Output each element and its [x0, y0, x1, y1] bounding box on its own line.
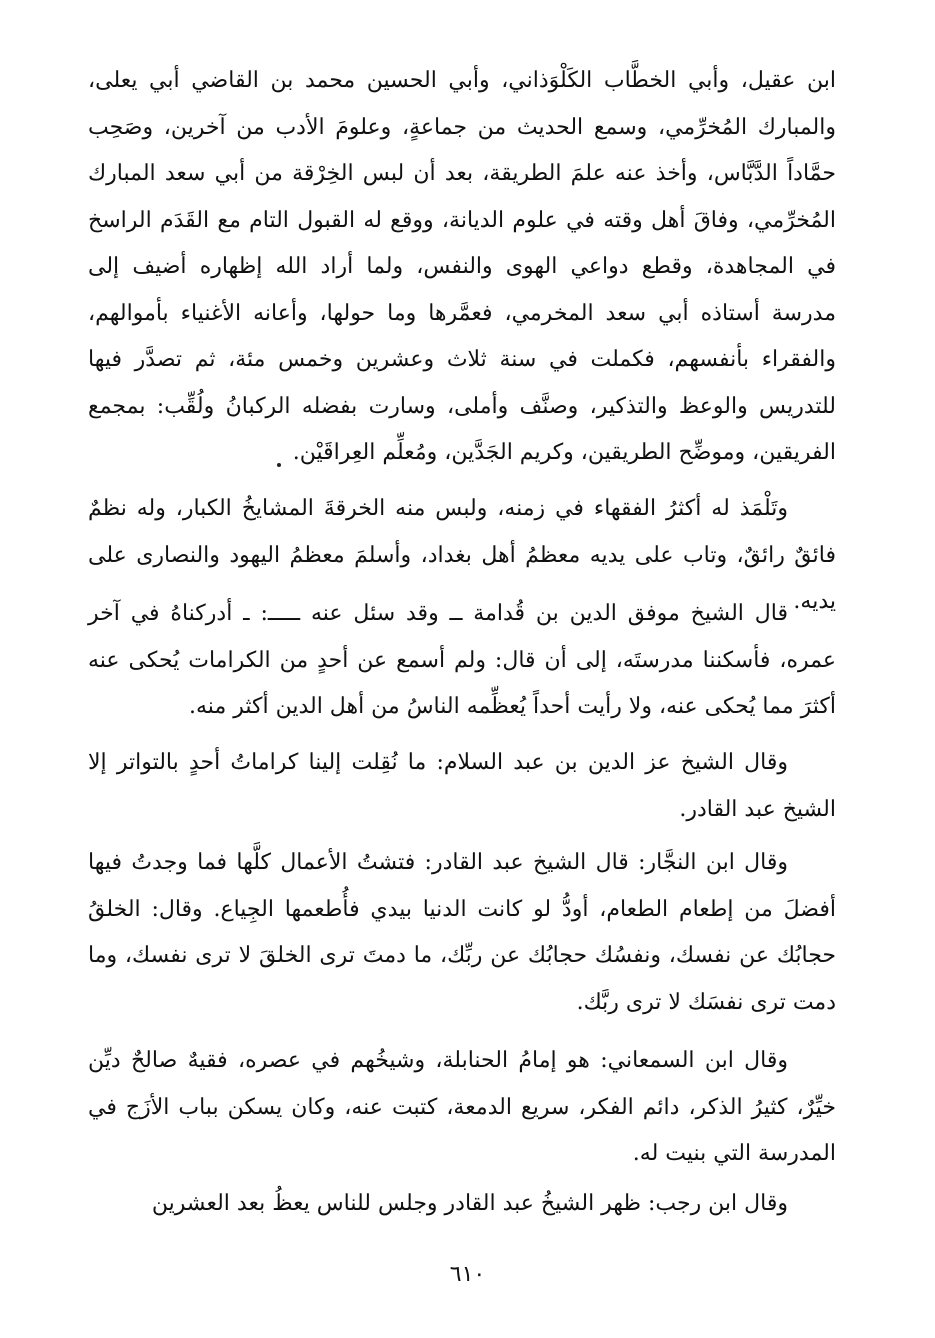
- paragraph-izz-aldin-quote: وقال الشيخ عز الدين بن عبد السلام: ما نُقِلت إلينا كراماتُ أحدٍ بالتواتر إلا الشيخ عبد القادر.: [88, 750, 836, 822]
- paragraph-ibn-samani-quote: وقال ابن السمعاني: هو إمامُ الحنابلة، وشيخُهم في عصره، فقيهٌ صالحٌ ديِّن خيِّرٌ، كثيرُ الذكر، دائم الفكر، سريع الدمعة، كتبت عنه، وكان يسكن بباب الأزَج في المدرسة التي بنيت له.: [88, 1048, 836, 1166]
- paragraph-ibn-qudama-quote: قال الشيخ موفق الدين بن قُدامة ــ وقد سئل عنه ـــــ: ـ أدركناهُ في آخر عمره، فأسكننا مدرستَه، إلى أن قال: ولم أسمع عن أحدٍ من الكرامات يُحكى عنه أكثرَ مما يُحكى عنه، ولا رأيت أحداً يُعظِّمه الناسُ من أهل الدين أكثر منه.: [88, 601, 836, 719]
- paragraph-biography-continued: ابن عقيل، وأبي الخطَّاب الكَلْوَذاني، وأبي الحسين محمد بن القاضي أبي يعلى، والمبارك المُخرِّمي، وسمع الحديث من جماعةٍ، وعلومَ الأدب من آخرين، وصَحِب حمَّاداً الدَّبَّاس، وأخذ عنه علمَ الطريقة، بعد أن لبس الخِرْقة من أبي سعد المبارك المُخرِّمي، وفاقَ أهل وقته في علوم الديانة، ووقع له القبول التام مع القَدَم الراسخ في المجاهدة، وقطع دواعي الهوى والنفس، ولما أراد الله إظهاره أضيف إلى مدرسة أستاذه أبي سعد المخرمي، فعمَّرها وما حولها، وأعانه الأغنياء بأموالهم، والفقراء بأنفسهم، فكملت في سنة ثلاث وعشرين وخمس مئة، ثم تصدَّر فيها للتدريس والوعظ والتذكير، وصنَّف وأملى، وسارت بفضله الركبانُ ولُقِّب: بمجمع الفريقين، وموضِّح الطريقين، وكريم الجَدَّين، ومُعلِّم العِراقَيْن.: [88, 68, 836, 465]
- ink-speck: [277, 463, 281, 467]
- page-number: ٦١٠: [449, 1262, 486, 1287]
- paragraph-ibn-rajab-quote: وقال ابن رجب: ظهر الشيخُ عبد القادر وجلس للناس يعظُ بعد العشرين: [151, 1191, 788, 1216]
- paragraph-ibn-najjar-quote: وقال ابن النجَّار: قال الشيخ عبد القادر: فتشتُ الأعمال كلَّها فما وجدتُ فيها أفضلَ من إطعام الطعام، أودُّ لو كانت الدنيا بيدي فأُطعمها الجِياع. وقال: الخلقُ حجابُك عن نفسك، ونفسُك حجابُك عن ربِّك، ما دمتَ ترى الخلقَ لا ترى نفسك، وما دمت ترى نفسَك لا ترى ربَّك.: [88, 850, 836, 1015]
- paragraph-students: وتَلْمَذ له أكثرُ الفقهاء في زمنه، ولبس منه الخرقةَ المشايخُ الكبار، وله نظمٌ فائقٌ رائقٌ، وتاب على يديه معظمُ أهل بغداد، وأسلمَ معظمُ اليهود والنصارى على يديه.: [88, 496, 836, 614]
